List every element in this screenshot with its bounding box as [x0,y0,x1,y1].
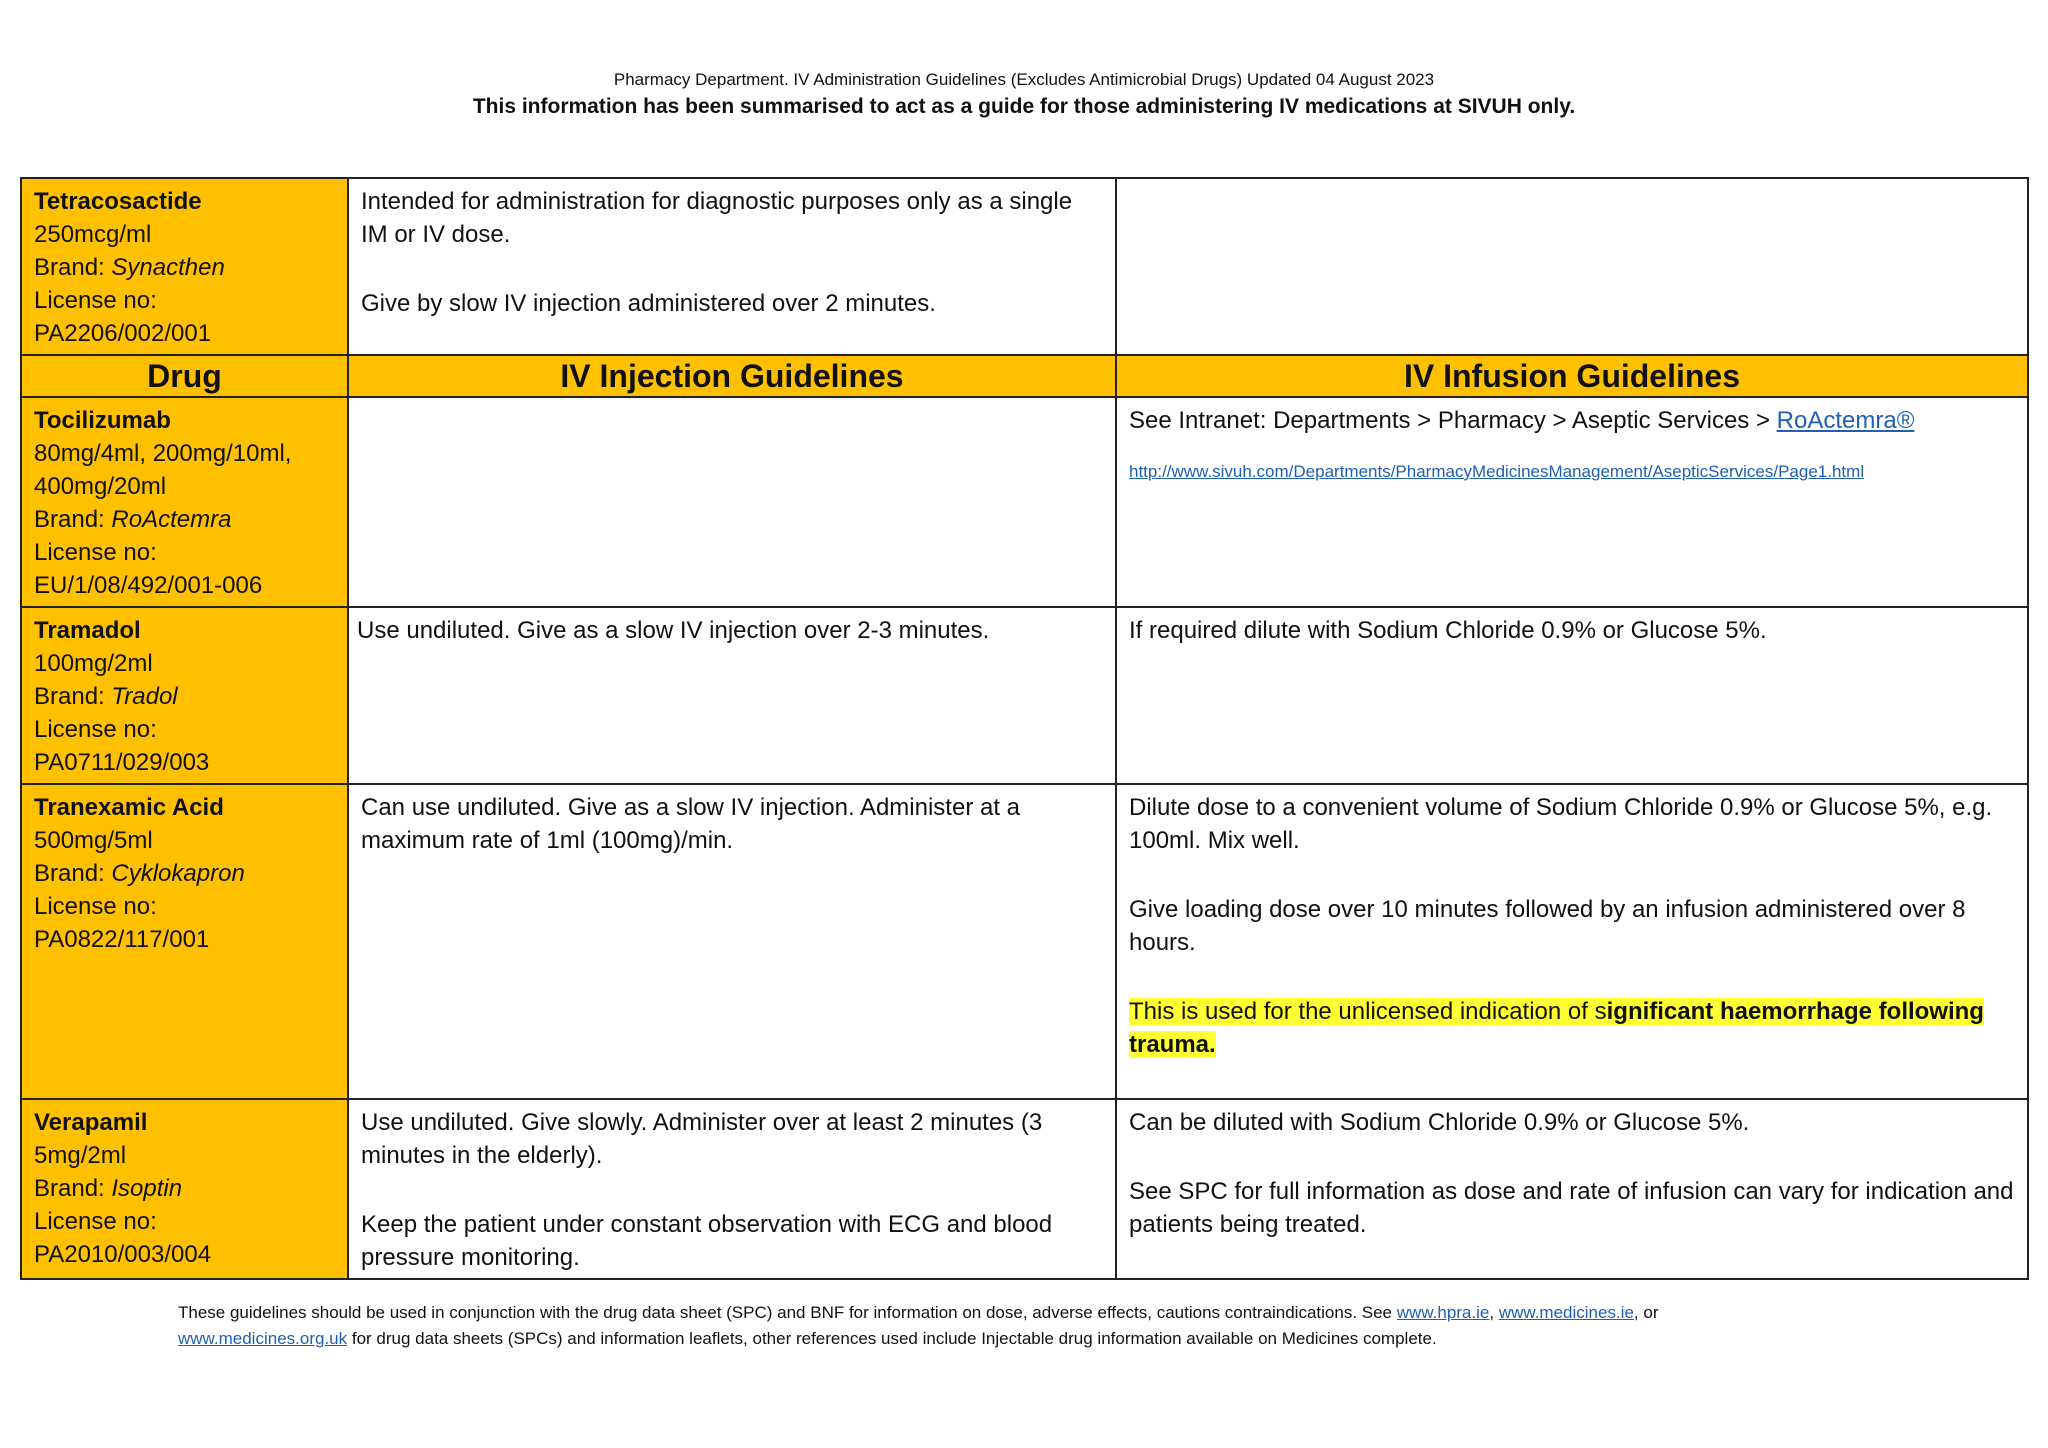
injection-text: Intended for administration for diagnostic purposes only as a single IM or IV dose. [361,188,1073,248]
table-row [21,1099,2028,1279]
drug-brand: Brand: Synacthen [34,254,225,281]
drug-name: Verapamil [34,1109,148,1136]
license-number: PA2206/002/001 [34,320,212,347]
table-header-row [21,355,2028,397]
hpra-link[interactable]: www.hpra.ie [1396,1303,1490,1322]
footer-note: These guidelines should be used in conjunction with the drug data sheet (SPC) and BNF for information on dose, adverse effects, cautions contraindications. See www.hpra.ie, www.medicines.ie, or www.medicines.org.uk for drug data sheets (SPCs) and information leaflets, other references used include Injectable drug information available on Medicines complete. [178,1303,1659,1348]
license-label: License no: [34,716,157,743]
infusion-text: See SPC for full information as dose and rate of infusion can vary for indication and patients being treated. [1129,1178,2014,1238]
drug-name: Tocilizumab [34,407,171,434]
drug-name: Tramadol [34,617,141,644]
license-number: PA0822/117/001 [34,926,210,953]
medicines-org-uk-link[interactable]: www.medicines.org.uk [178,1329,348,1348]
drug-brand: Brand: RoActemra [34,506,232,533]
injection-cell [348,1099,1116,1279]
drug-name: Tranexamic Acid [34,794,224,821]
license-label: License no: [34,1208,157,1235]
drug-brand: Brand: Cyklokapron [34,860,245,887]
drug-strength: 400mg/20ml [34,473,167,500]
injection-cell [348,397,1116,607]
table-row [21,607,2028,784]
drug-cell [21,178,348,355]
injection-text: Give by slow IV injection administered over 2 minutes. [361,290,936,317]
license-label: License no: [34,539,157,566]
drug-cell [21,397,348,607]
drug-strength: 80mg/4ml, 200mg/10ml, [34,440,292,467]
table-row [21,784,2028,1099]
injection-cell [348,178,1116,355]
document-subtitle: Pharmacy Department. IV Administration Guidelines (Excludes Antimicrobial Drugs) Updated 04 August 2023 [613,70,1435,89]
infusion-cell [1116,1099,2028,1279]
infusion-text: See Intranet: Departments > Pharmacy > Aseptic Services > [1129,407,1777,434]
drug-strength: 100mg/2ml [34,650,153,677]
drug-strength: 250mcg/ml [34,221,152,248]
iv-guidelines-table [20,177,2029,1280]
drug-name: Tetracosactide [34,188,202,215]
medicines-ie-link[interactable]: www.medicines.ie [1498,1303,1634,1322]
intranet-url-link[interactable]: http://www.sivuh.com/Departments/PharmacyMedicinesManagement/AsepticServices/Page1.html [1129,462,1865,481]
table-row [21,178,2028,355]
license-label: License no: [34,893,157,920]
injection-text: Use undiluted. Give slowly. Administer over at least 2 minutes (3 minutes in the elderly). [361,1109,1043,1169]
injection-text: Keep the patient under constant observation with ECG and blood pressure monitoring. [361,1211,1053,1271]
drug-strength: 5mg/2ml [34,1142,127,1169]
document-title: This information has been summarised to act as a guide for those administering IV medications at SIVUH only. [472,95,1576,118]
column-header-infusion: IV Infusion Guidelines [1116,355,2028,397]
infusion-cell: If required dilute with Sodium Chloride 0.9% or Glucose 5%. [1116,607,2028,784]
license-number: PA0711/029/003 [34,749,210,776]
injection-cell: Can use undiluted. Give as a slow IV injection. Administer at a maximum rate of 1ml (100mg)/min. [348,784,1116,1099]
drug-strength: 500mg/5ml [34,827,153,854]
column-header-injection: IV Injection Guidelines [348,355,1116,397]
license-number: PA2010/003/004 [34,1241,212,1268]
license-label: License no: [34,287,157,314]
infusion-text: Give loading dose over 10 minutes followed by an infusion administered over 8 hours. [1129,896,1966,956]
drug-cell [21,607,348,784]
column-header-drug: Drug [21,355,348,397]
roactemra-link[interactable]: RoActemra® [1776,407,1915,434]
drug-cell [21,1099,348,1279]
injection-cell: Use undiluted. Give as a slow IV injection over 2-3 minutes. [348,607,1116,784]
table-row [21,397,2028,607]
drug-brand: Brand: Isoptin [34,1175,183,1202]
infusion-cell [1116,784,2028,1099]
drug-brand: Brand: Tradol [34,683,178,710]
unlicensed-indication-note: This is used for the unlicensed indication of significant haemorrhage following trauma. [1129,998,1984,1058]
license-number: EU/1/08/492/001-006 [34,572,263,599]
infusion-cell [1116,397,2028,607]
infusion-text: Dilute dose to a convenient volume of Sodium Chloride 0.9% or Glucose 5%, e.g. 100ml. Mix well. [1129,794,1993,854]
infusion-cell [1116,178,2028,355]
drug-cell [21,784,348,1099]
infusion-text: Can be diluted with Sodium Chloride 0.9% or Glucose 5%. [1129,1109,1750,1136]
